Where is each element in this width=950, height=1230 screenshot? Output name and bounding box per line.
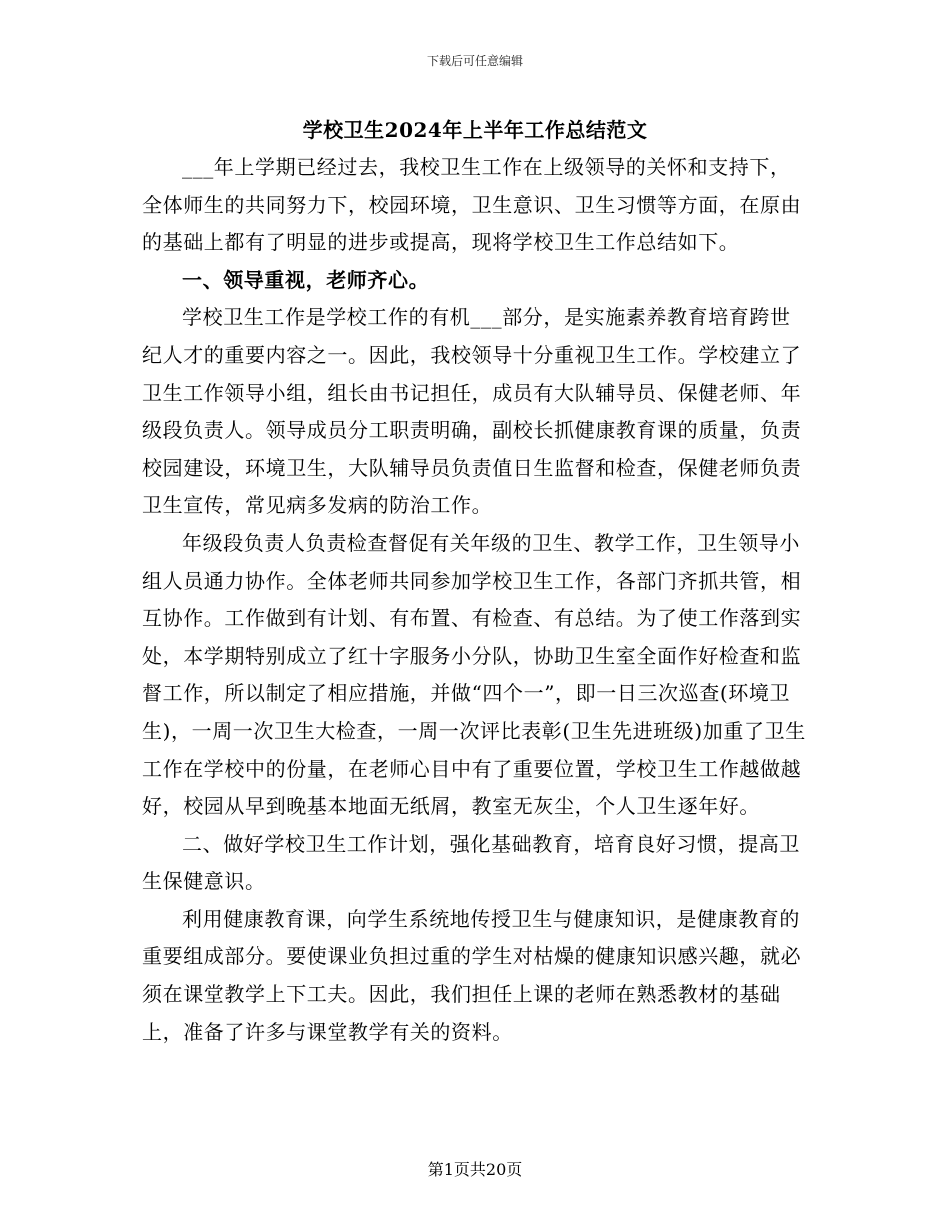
paragraph-grade-leaders: 年级段负责人负责检查督促有关年级的卫生、教学工作，卫生领导小组人员通力协作。全体老师共同参加学校卫生工作，各部门齐抓共管，相互协作。工作做到有计划、有布置、有检查、有总结。为了使工作落到实处，本学期特别成立了红十字服务小分队，协助卫生室全面作好检查和监督工作，所以制定了相应措施，并做“四个一”，即一日三次巡查(环境卫生)，一周一次卫生大检查，一周一次评比表彰(卫生先进班级)加重了卫生工作在学校中的份量，在老师心目中有了重要位置，学校卫生工作越做越好，校园从早到晚基本地面无纸屑，教室无灰尘，个人卫生逐年好。 <box>142 530 806 819</box>
document-title: 学校卫生2024年上半年工作总结范文 <box>302 118 648 142</box>
paragraph-intro: ___年上学期已经过去，我校卫生工作在上级领导的关怀和支持下，全体师生的共同努力下，校园环境，卫生意识、卫生习惯等方面，在原由的基础上都有了明显的进步或提高，现将学校卫生工作总结如下。 <box>142 155 802 255</box>
paragraph-leadership: 学校卫生工作是学校工作的有机___部分，是实施素养教育培育跨世纪人才的重要内容之一。因此，我校领导十分重视卫生工作。学校建立了卫生工作领导小组，组长由书记担任，成员有大队辅导员、保健老师、年级段负责人。领导成员分工职责明确，副校长抓健康教育课的质量，负责校园建设，环境卫生，大队辅导员负责值日生监督和检查，保健老师负责卫生宣传，常见病多发病的防治工作。 <box>142 305 802 518</box>
header-note: 下载后可任意编辑 <box>426 54 523 68</box>
section-heading-1: 一、领导重视，老师齐心。 <box>182 267 430 292</box>
document-body <box>142 149 806 1051</box>
paragraph-health-education: 利用健康教育课，向学生系统地传授卫生与健康知识，是健康教育的重要组成部分。要使课业负担过重的学生对枯燥的健康知识感兴趣，就必须在课堂教学上下工夫。因此，我们担任上课的老师在熟悉教材的基础上，准备了许多与课堂教学有关的资料。 <box>142 906 802 1044</box>
section-heading-2: 二、做好学校卫生工作计划，强化基础教育，培育良好习惯，提高卫生保健意识。 <box>142 831 800 894</box>
page-number: 第1页共20页 <box>427 1160 523 1179</box>
